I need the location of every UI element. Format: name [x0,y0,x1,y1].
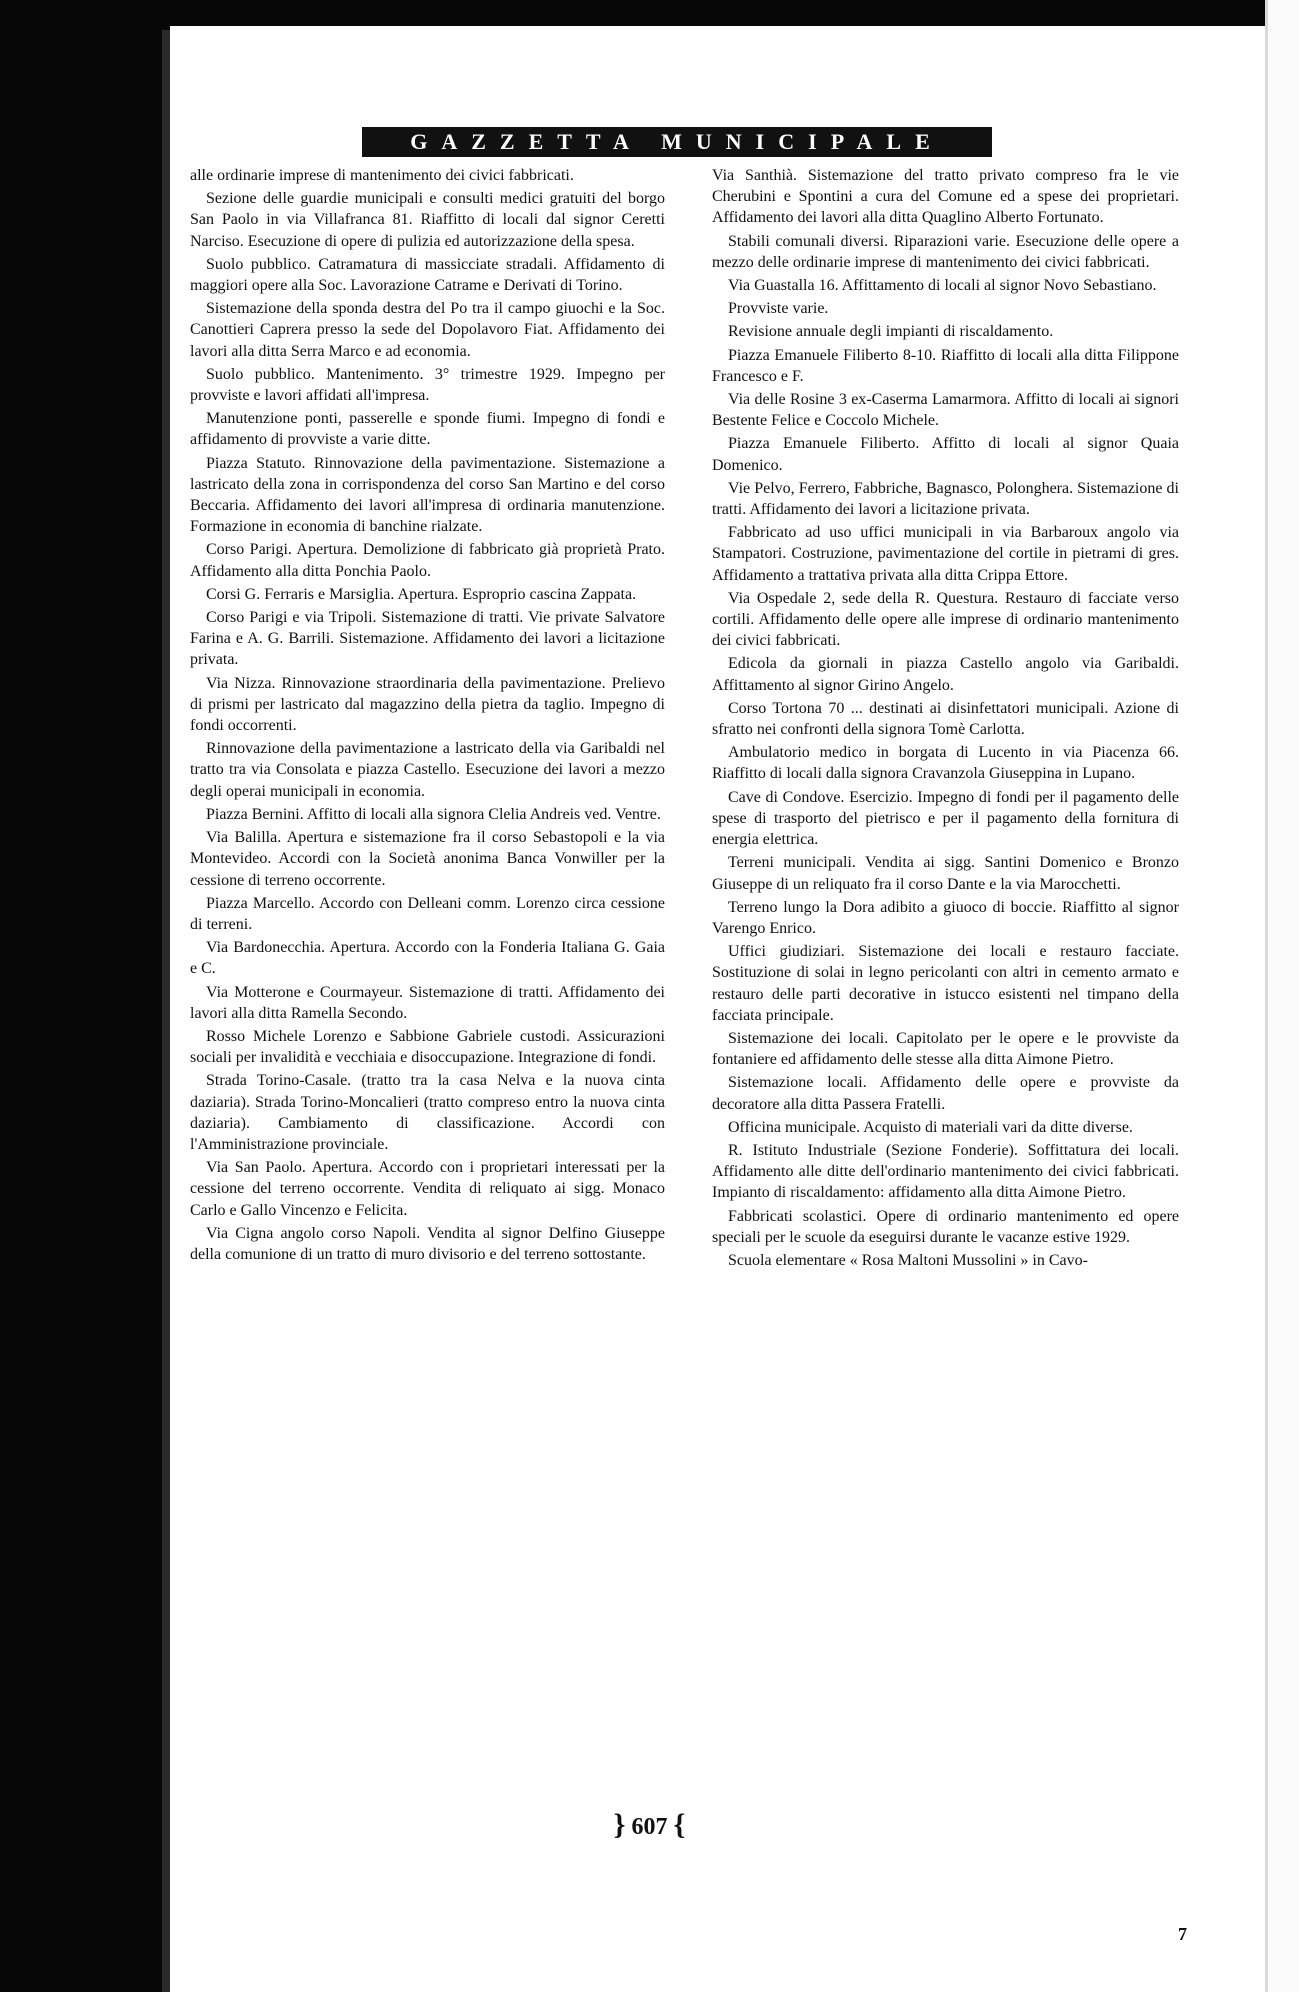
paragraph: Piazza Bernini. Affitto di locali alla signora Clelia Andreis ved. Ventre. [206,805,661,823]
right-brace-ornament: { [673,1808,686,1841]
scan-left-border [0,0,162,1992]
paragraph: Piazza Emanuele Filiberto 8-10. Riaffitto di locali alla ditta Filippone Francesco e F. [712,346,1179,385]
paragraph: Corso Parigi e via Tripoli. Sistemazione di tratti. Vie private Salvatore Farina e A. G. Barrili. Sistemazione. Affidamento dei lavori a licitazione privata. [190,609,665,669]
paragraph: Edicola da giornali in piazza Castello angolo via Garibaldi. Affittamento al signor Girino Angelo. [712,655,1179,694]
paragraph: alle ordinarie imprese di mantenimento dei civici fabbricati. [190,167,574,184]
paragraph: Via Nizza. Rinnovazione straordinaria della pavimentazione. Prelievo di prismi per lastricato dal magazzino della pietra da taglio. Impegno di fondi occorrenti. [190,674,665,735]
paragraph: Manutenzione ponti, passerelle e sponde fiumi. Impegno di fondi e affidamento di provviste a varie ditte. [190,410,665,449]
left-column [190,165,665,1267]
running-header-title: GAZZETTA MUNICIPALE [410,129,944,154]
paragraph: Revisione annuale degli impianti di riscaldamento. [728,323,1054,341]
paragraph: Strada Torino-Casale. (tratto tra la casa Nelva e la nuova cinta daziaria). Strada Torino-Moncalieri (tratto compreso entro la nuova cinta daziaria). Cambiamento di classificazione. Accordi con l'Amministrazione provinciale. [190,1072,665,1153]
paragraph: Via Ospedale 2, sede della R. Questura. Restauro di facciate verso cortili. Affidamento delle opere alle imprese di ordinario mantenimento dei civici fabbricati. [712,589,1179,650]
paragraph: Corsi G. Ferraris e Marsiglia. Apertura. Esproprio cascina Zappata. [206,585,637,603]
running-header [362,127,992,157]
paragraph: Sistemazione locali. Affidamento delle opere e provviste da decoratore alla ditta Passera Fratelli. [712,1074,1179,1113]
paragraph: Uffici giudiziari. Sistemazione dei locali e restauro facciate. Sostituzione di solai in legno pericolanti con altri in cemento armato e restauro delle parti decorative in istucco esistenti nel timpano della facciata principale. [712,943,1179,1024]
paragraph: Officina municipale. Acquisto di materiali vari da ditte diverse. [728,1118,1133,1136]
paragraph: Via Balilla. Apertura e sistemazione fra il corso Sebastopoli e la via Montevideo. Accordi con la Società anonima Banca Vonwiller per la cessione di terreno occorrente. [190,829,665,889]
right-column [712,165,1179,1273]
page-number-value: 607 [631,1814,668,1840]
paragraph: Fabbricati scolastici. Opere di ordinario mantenimento ed opere speciali per le scuole da eseguirsi durante le vacanze estive 1929. [712,1207,1179,1246]
paragraph: Provviste varie. [728,300,829,318]
paragraph: Via Guastalla 16. Affittamento di locali al signor Novo Sebastiano. [728,277,1157,295]
paragraph: Suolo pubblico. Mantenimento. 3° trimestre 1929. Impegno per provviste e lavori affidati all'impresa. [190,365,665,405]
paragraph: Piazza Marcello. Accordo con Delleani comm. Lorenzo circa cessione di terreni. [190,894,665,933]
paragraph: Piazza Statuto. Rinnovazione della pavimentazione. Sistemazione a lastricato della zona in corrispondenza del corso San Martino e del corso Beccaria. Affidamento dei lavori all'impresa di ordinaria manutenzione. Formazione in economia di banchine rialzate. [190,454,665,536]
paragraph: Terreni municipali. Vendita ai sigg. Santini Domenico e Bronzo Giuseppe di un reliquato fra il corso Dante e la via Marocchetti. [712,854,1179,893]
paragraph: Via Santhià. Sistemazione del tratto privato compreso fra le vie Cherubini e Spontini a cura del Comune ed a spese dei proprietari. Affidamento dei lavori alla ditta Quaglino Alberto Fortunato. [712,167,1179,227]
paragraph: Via Motterone e Courmayeur. Sistemazione di tratti. Affidamento dei lavori alla ditta Ramella Secondo. [190,983,665,1022]
left-brace-ornament: } [613,1808,626,1841]
paragraph: Suolo pubblico. Catramatura di massicciate stradali. Affidamento di maggiori opere alla Soc. Lavorazione Catrame e Derivati di Torino. [190,255,665,295]
scan-right-edge [1265,0,1299,1992]
paragraph: Stabili comunali diversi. Riparazioni varie. Esecuzione delle opere a mezzo delle ordinarie imprese di mantenimento dei civici fabbricati. [712,232,1179,271]
page-number [0,1808,1299,1842]
paragraph: Corso Parigi. Apertura. Demolizione di fabbricato già proprietà Prato. Affidamento alla ditta Ponchia Paolo. [190,541,665,580]
paragraph: R. Istituto Industriale (Sezione Fonderie). Soffittatura dei locali. Affidamento alle ditte dell'ordinario mantenimento dei civici fabbricati. Impianto di riscaldamento: affidamento alla ditta Aimone Pietro. [712,1141,1179,1202]
paragraph: Scuola elementare « Rosa Maltoni Mussolini » in Cavo- [728,1251,1088,1269]
paragraph: Sistemazione della sponda destra del Po tra il campo giuochi e la Soc. Canottieri Caprera presso la sede del Dopolavoro Fiat. Affidamento dei lavori alla ditta Serra Marco e ad economia. [190,300,665,360]
paragraph: Terreno lungo la Dora adibito a giuoco di boccie. Riaffitto al signor Varengo Enrico. [712,898,1179,937]
corner-mark: 7 [1178,1924,1187,1944]
paragraph: Fabbricato ad uso uffici municipali in via Barbaroux angolo via Stampatori. Costruzione, pavimentazione del cortile in pietrami di gres. Affidamento a trattativa privata alla ditta Crippa Ettore. [712,524,1179,584]
paragraph: Piazza Emanuele Filiberto. Affitto di locali al signor Quaia Domenico. [712,435,1179,474]
paragraph: Cave di Condove. Esercizio. Impegno di fondi per il pagamento delle spese di trasporto del pietrisco e per il pagamento della fornitura di energia elettrica. [712,788,1179,849]
paragraph: Via San Paolo. Apertura. Accordo con i proprietari interessati per la cessione del terreno occorrente. Vendita di reliquato ai sigg. Monaco Carlo e Gallo Vincenzo e Felicita. [190,1159,665,1219]
paragraph: Vie Pelvo, Ferrero, Fabbriche, Bagnasco, Polonghera. Sistemazione di tratti. Affidamento dei lavori a licitazione privata. [712,479,1179,519]
paragraph: Sistemazione dei locali. Capitolato per le opere e le provviste da fontaniere ed affidamento delle stesse alla ditta Aimone Pietro. [712,1029,1179,1069]
paragraph: Sezione delle guardie municipali e consulti medici gratuiti del borgo San Paolo in via Villafranca 81. Riaffitto di locali dal signor Ceretti Narciso. Esecuzione di opere di pulizia ed autorizzazione della spesa. [190,190,665,250]
paragraph: Rinnovazione della pavimentazione a lastricato della via Garibaldi nel tratto tra via Consolata e piazza Castello. Esecuzione dei lavori a mezzo degli operai municipali in economia. [190,740,665,800]
paragraph: Corso Tortona 70 ... destinati ai disinfettatori municipali. Azione di sfratto nei confronti della signora Tomè Carlotta. [712,699,1179,739]
paragraph: Via Cigna angolo corso Napoli. Vendita al signor Delfino Giuseppe della comunione di un tratto di muro divisorio e del terreno sottostante. [190,1224,665,1263]
scan-left-shadow [162,30,170,1992]
paragraph: Ambulatorio medico in borgata di Lucento in via Piacenza 66. Riaffitto di locali dalla signora Cravanzola Giuseppina in Lupano. [712,744,1179,783]
paragraph: Rosso Michele Lorenzo e Sabbione Gabriele custodi. Assicurazioni sociali per invalidità e vecchiaia e disoccupazione. Integrazione di fondi. [190,1027,665,1067]
paragraph: Via Bardonecchia. Apertura. Accordo con la Fonderia Italiana G. Gaia e C. [190,939,665,978]
paragraph: Via delle Rosine 3 ex-Caserma Lamarmora. Affitto di locali ai signori Bestente Felice e Coccolo Michele. [712,391,1179,430]
